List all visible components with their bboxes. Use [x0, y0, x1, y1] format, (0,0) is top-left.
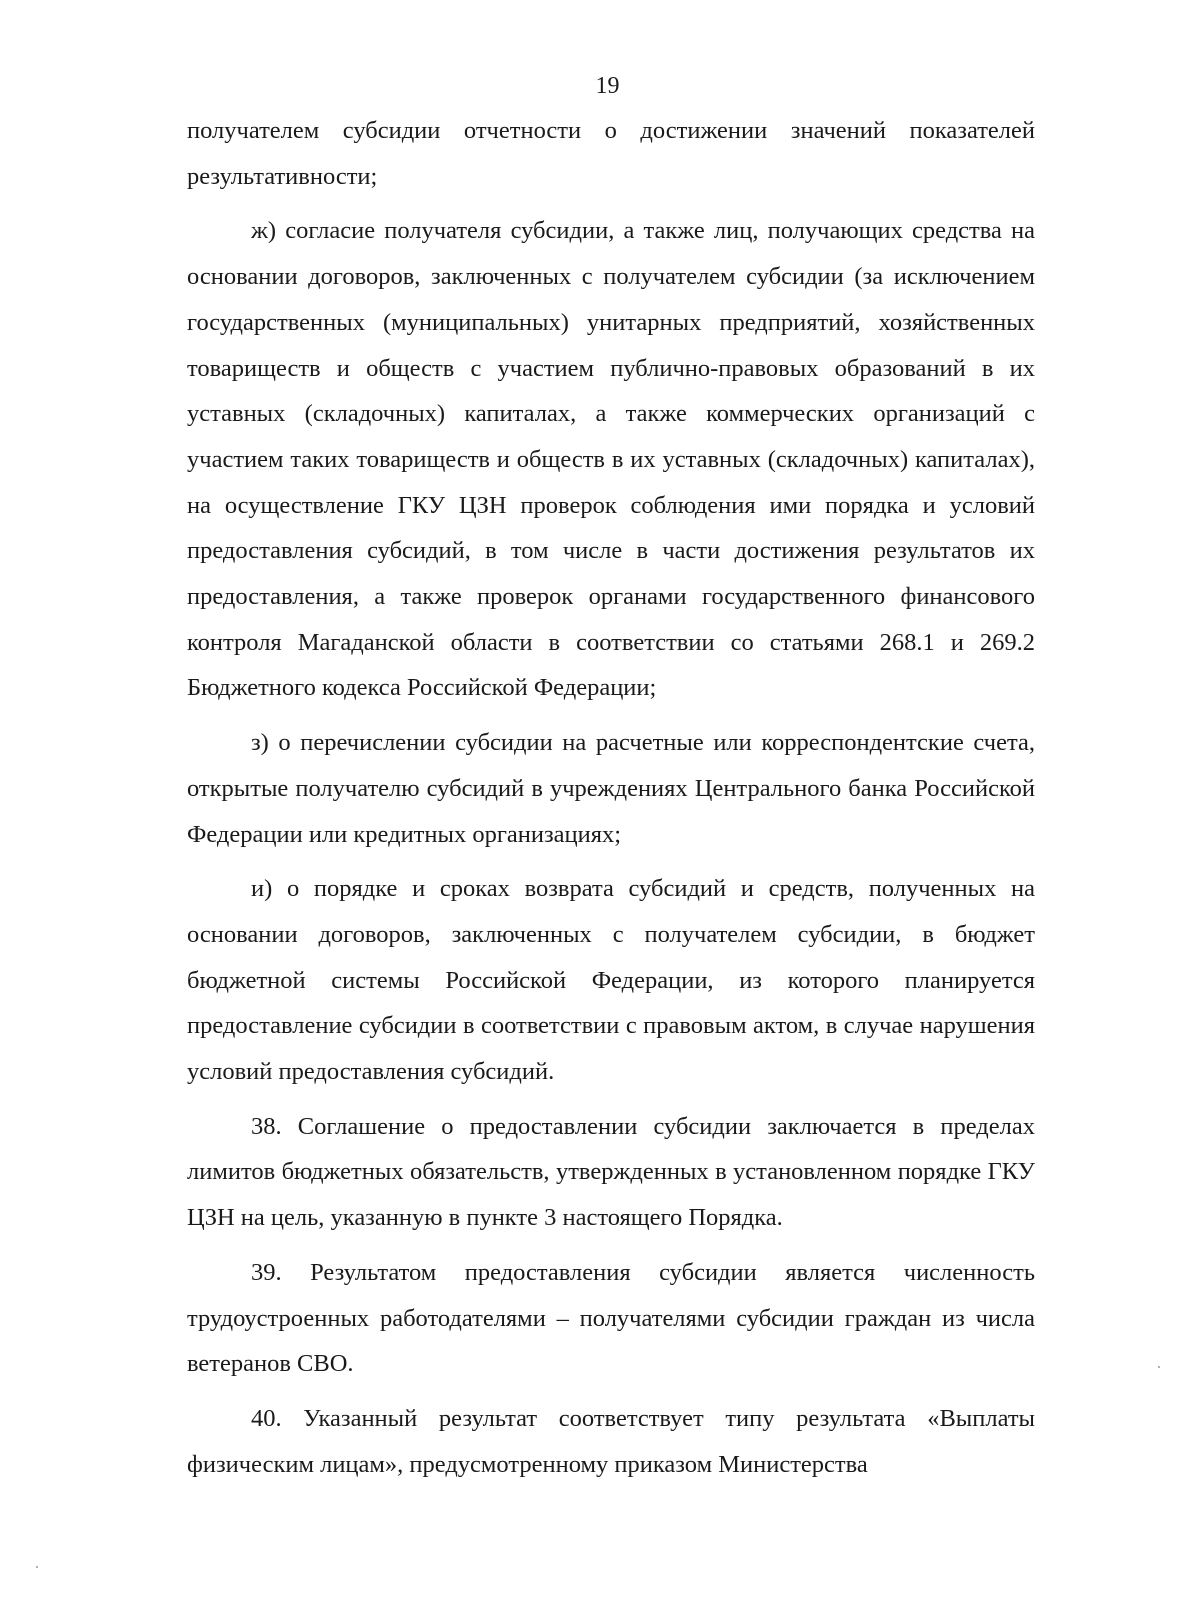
paragraph-item-zh: ж) согласие получателя субсидии, а также лиц, получающих средства на основании договоров, заключенных с получателем субсидии (за исключением государственных (муниципальных) унитарных предприятий, хозяйственных товариществ и обществ с участием публично-правовых образований в их уставных (складочных) капиталах, а также коммерческих организаций с участием таких товариществ и обществ в их уставных (складочных) капиталах), на осуществление ГКУ ЦЗН проверок соблюдения ими порядка и условий предоставления субсидий, в том числе в части достижения результатов их предоставления, а также проверок органами государственного финансового контроля Магаданской области в соответствии со статьями 268.1 и 269.2 Бюджетного кодекса Российской Федерации;: [187, 217, 1035, 702]
document-body: [187, 108, 1035, 1487]
paragraph-clause-40: 40. Указанный результат соответствует типу результата «Выплаты физическим лицам», предусмотренному приказом Министерства: [187, 1404, 1035, 1478]
scan-speck: [1158, 1366, 1160, 1368]
paragraph-item-i: и) о порядке и сроках возврата субсидий и средств, полученных на основании договоров, заключенных с получателем субсидии, в бюджет бюджетной системы Российской Федерации, из которого планируется предоставление субсидии в соответствии с правовым актом, в случае нарушения условий предоставления субсидий.: [187, 875, 1035, 1086]
scan-speck: [36, 1566, 38, 1568]
paragraph-clause-38: 38. Соглашение о предоставлении субсидии заключается в пределах лимитов бюджетных обязательств, утвержденных в установленном порядке ГКУ ЦЗН на цель, указанную в пункте 3 настоящего Порядка.: [187, 1112, 1035, 1232]
paragraph-continuation: получателем субсидии отчетности о достижении значений показателей результативности;: [187, 117, 1035, 190]
page-number: 19: [595, 73, 620, 99]
paragraph-item-z: з) о перечислении субсидии на расчетные или корреспондентские счета, открытые получателю субсидий в учреждениях Центрального банка Российской Федерации или кредитных организациях;: [187, 729, 1035, 848]
paragraph-clause-39: 39. Результатом предоставления субсидии является численность трудоустроенных работодателями – получателями субсидии граждан из числа ветеранов СВО.: [187, 1258, 1035, 1378]
